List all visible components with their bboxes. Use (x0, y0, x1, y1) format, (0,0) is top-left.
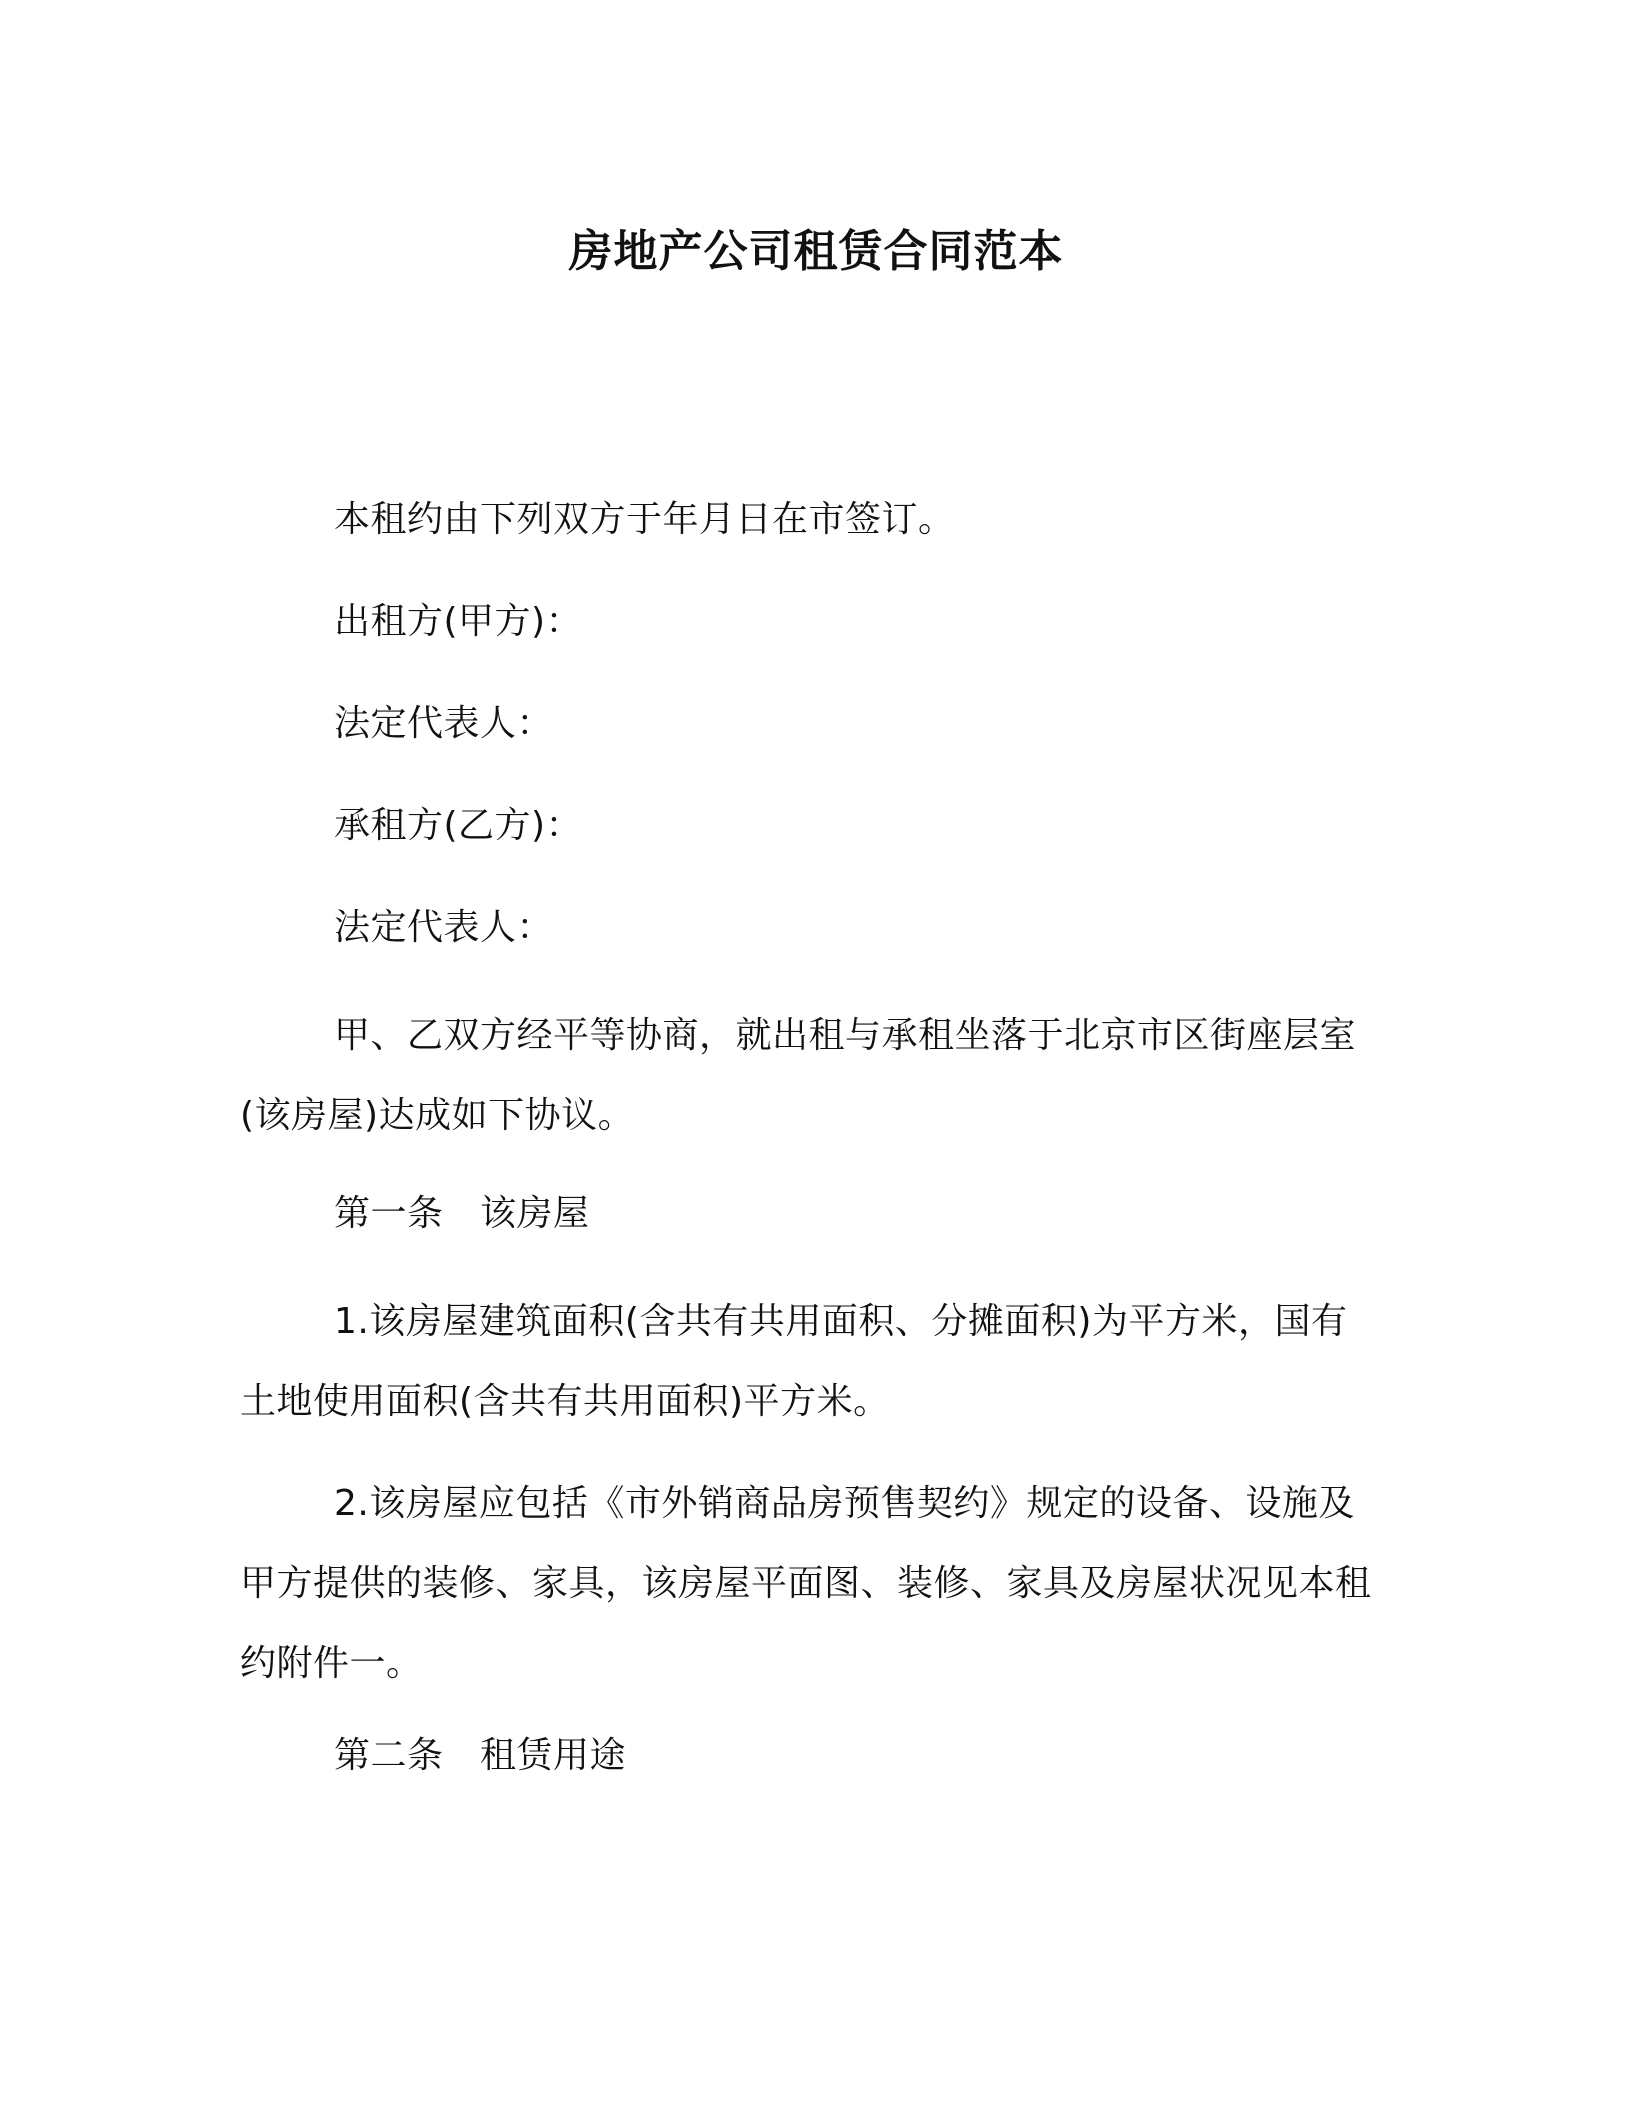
article-2-heading: 第二条 租赁用途 (334, 1735, 627, 1776)
article-1-item-1: 1.该房屋建筑面积(含共有共用面积、分摊面积)为平方米，国有土地使用面积(含共有共用面积)平方米。 (240, 1301, 1348, 1422)
article-1-heading: 第一条 该房屋 (334, 1193, 590, 1234)
lessee-line: 承租方(乙方)： (334, 805, 583, 846)
lessee-representative-line: 法定代表人： (334, 907, 554, 948)
agreement-paragraph: 甲、乙双方经平等协商，就出租与承租坐落于北京市区街座层室(该房屋)达成如下协议。 (240, 1015, 1357, 1136)
document-title: 房地产公司租赁合同范本 (568, 226, 1064, 277)
lessor-representative-line: 法定代表人： (334, 703, 554, 744)
lessor-line: 出租方(甲方)： (334, 601, 583, 642)
article-1-item-2: 2.该房屋应包括《市外销商品房预售契约》规定的设备、设施及甲方提供的装修、家具，该房屋平面图、装修、家具及房屋状况见本租约附件一。 (240, 1483, 1372, 1684)
intro-line: 本租约由下列双方于年月日在市签订。 (334, 499, 955, 540)
